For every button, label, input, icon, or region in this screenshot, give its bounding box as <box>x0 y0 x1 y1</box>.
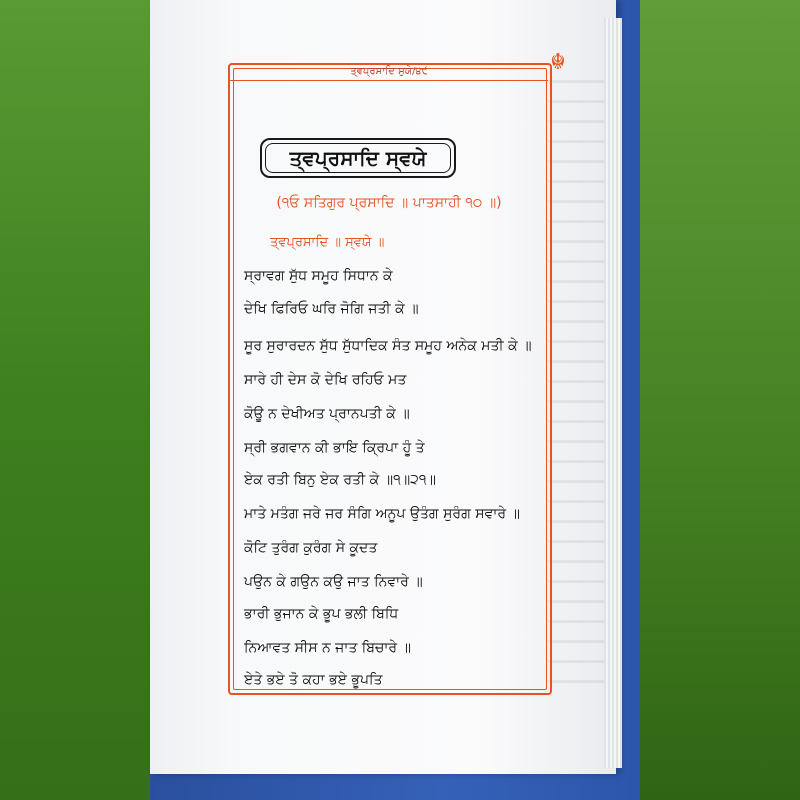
verse-line: ਸਾਰੇ ਹੀ ਦੇਸ ਕੋ ਦੇਖਿ ਰਹਿਓ ਮਤ <box>244 372 407 388</box>
verse-line: ਭਾਰੀ ਭੁਜਾਨ ਕੇ ਭੂਪ ਭਲੀ ਬਿਧਿ <box>244 606 399 622</box>
verse-line: ਨਿਆਵਤ ਸੀਸ ਨ ਜਾਤ ਬਿਚਾਰੇ ॥ <box>244 640 411 656</box>
verse-line: ਕੋਟਿ ਤੁਰੰਗ ਕੁਰੰਗ ਸੇ ਕੂਦਤ <box>244 540 378 556</box>
verse-line: ਸੂਰ ਸੁਰਾਰਦਨ ਸੁੱਧ ਸੁੱਧਾਦਿਕ ਸੰਤ ਸਮੂਹ ਅਨੇਕ ਮਤੀ ਕੇ ॥ <box>244 338 532 354</box>
subheading: ਤ੍ਵਪ੍ਰਸਾਦਿ ॥ ਸ੍ਵਯੇ ॥ <box>270 235 385 250</box>
verse-line: ਏਕ ਰਤੀ ਬਿਨੁ ਏਕ ਰਤੀ ਕੇ ॥੧॥੨੧॥ <box>244 472 436 488</box>
verse-line: ਦੇਖਿ ਫਿਰਿਓ ਘਰਿ ਜੋਗਿ ਜਤੀ ਕੇ ॥ <box>244 301 419 317</box>
verse-line: ਏਤੇ ਭਏ ਤੋ ਕਹਾ ਭਏ ਭੂਪਤਿ <box>244 672 383 688</box>
verse-line: ਮਾਤੇ ਮਤੰਗ ਜਰੇ ਜਰ ਸੰਗਿ ਅਨੂਪ ਉਤੰਗ ਸੁਰੰਗ ਸਵਾਰੇ ॥ <box>244 506 520 522</box>
khanda-icon: ☬ <box>550 50 566 75</box>
verse-line: ਕੋਊ ਨ ਦੇਖੀਅਤ ਪ੍ਰਾਨਪਤੀ ਕੇ ॥ <box>244 406 410 422</box>
invocation-line: (੧ਓ ਸਤਿਗੁਰ ਪ੍ਰਸਾਦਿ ॥ ਪਾਤਸਾਹੀ ੧੦ ॥) <box>276 195 502 211</box>
verse-line: ਪਉਨ ਕੇ ਗਉਨ ਕਉ ਜਾਤ ਨਿਵਾਰੇ ॥ <box>244 574 423 590</box>
page-edges <box>604 18 622 768</box>
running-head: ਤ੍ਵਪ੍ਰਸਾਦਿ ਸੁਯੇ/੪੯ <box>350 66 428 77</box>
grass-background-left <box>0 0 150 800</box>
verse-line: ਸ੍ਰਾਵਗ ਸੁੱਧ ਸਮੂਹ ਸਿਧਾਨ ਕੇ <box>244 268 393 284</box>
verse-line: ਸ੍ਰੀ ਭਗਵਾਨ ਕੀ ਭਾਇ ਕ੍ਰਿਪਾ ਹੂੰ ਤੇ <box>244 440 425 456</box>
header-rule <box>230 80 548 81</box>
grass-background-right <box>640 0 800 800</box>
page-title-text: ਤ੍ਵਪ੍ਰਸਾਦਿ ਸ੍ਵਯੇ <box>289 146 427 170</box>
bleed-through-text <box>548 80 604 700</box>
page-title <box>260 138 456 178</box>
